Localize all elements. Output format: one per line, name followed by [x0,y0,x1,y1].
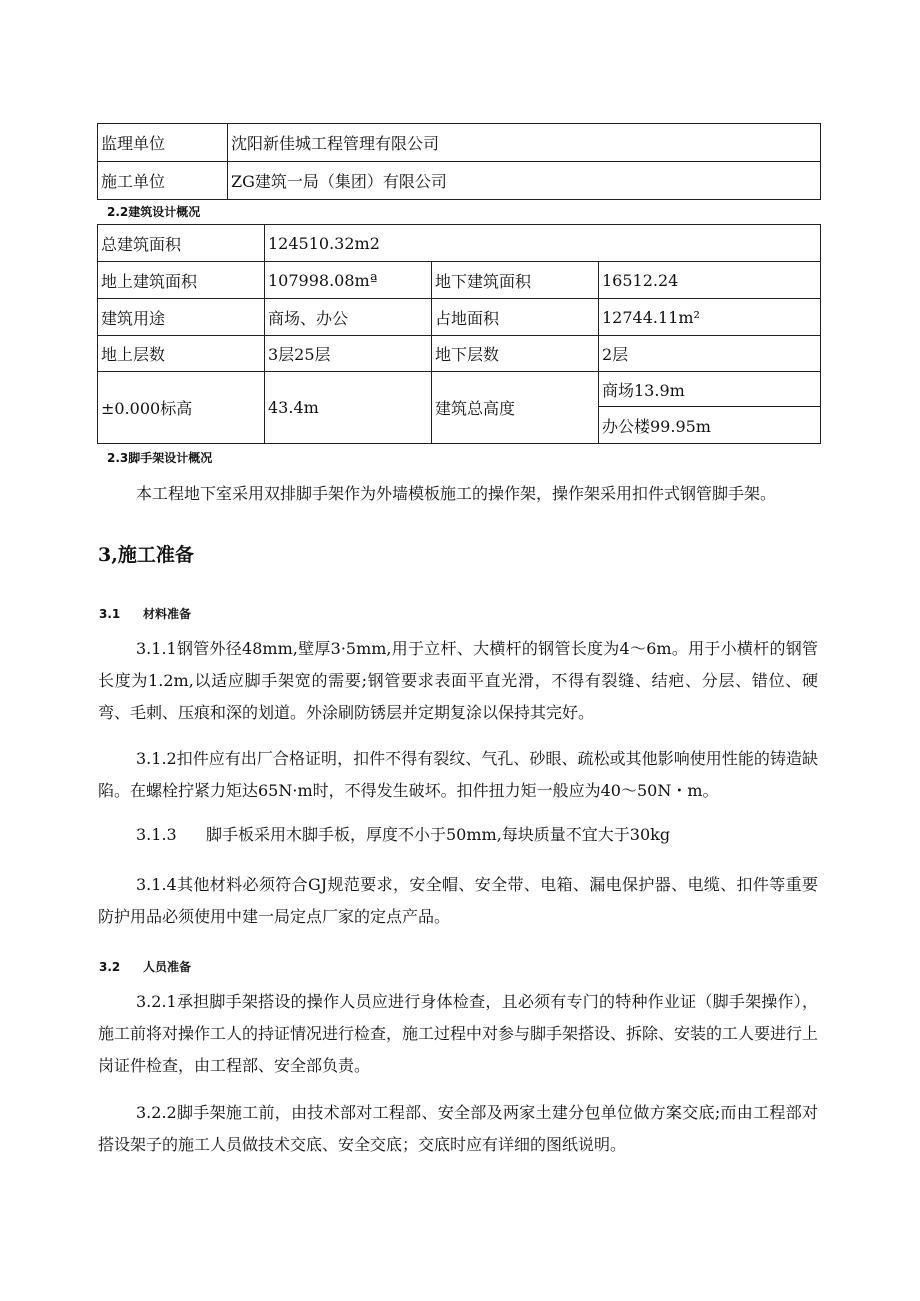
paragraph-3-1-4: 3.1.4其他材料必须符合GJ规范要求，安全帽、安全带、电箱、漏电保护器、电缆、扣件等重要防护用品必须使用中建一局定点厂家的定点产品。 [98,875,818,926]
value-height-office: 办公楼99.95m [599,407,821,444]
section-title-3: 3,施工准备 [98,544,194,566]
table-units [97,123,821,200]
value-footprint: 12744.11m² [599,299,821,336]
table-row [98,372,821,407]
label-supervision: 监理单位 [98,124,228,162]
paragraph-3-1-2: 3.1.2扣件应有出厂合格证明，扣件不得有裂纹、气孔、砂眼、疏松或其他影响使用性能的铸造缺陷。在螺栓拧紧力矩达65N·m时，不得发生破坏。扣件扭力矩一般应为40～50N・m。 [98,749,818,800]
value-below-area: 16512.24 [599,262,821,299]
paragraph-3-2-2: 3.2.2脚手架施工前，由技术部对工程部、安全部及两家土建分包单位做方案交底;而由工程部对搭设架子的施工人员做技术交底、安全交底；交底时应有详细的图纸说明。 [98,1103,818,1154]
subheading-title: 人员准备 [143,960,192,974]
value-contractor: ZG建筑一局（集团）有限公司 [228,162,821,200]
label-elevation: ±0.000标高 [98,372,265,444]
label-contractor: 施工单位 [98,162,228,200]
table-row [98,299,821,336]
heading-2-3: 2.3脚手架设计概况 [107,451,213,465]
label-above-area: 地上建筑面积 [98,262,265,299]
table-row [98,162,821,200]
label-below-area: 地下建筑面积 [432,262,599,299]
value-elevation: 43.4m [265,372,432,444]
value-total-area: 124510.32m2 [265,225,821,262]
paragraph-text: 脚手板采用木脚手板，厚度不小于50mm,每块质量不宜大于30kg [206,825,671,844]
label-footprint: 占地面积 [432,299,599,336]
label-above-floors: 地上层数 [98,336,265,372]
subheading-number: 3.1 [99,607,121,621]
paragraph-3-1-1: 3.1.1钢管外径48mm,壁厚3·5mm,用于立杆、大横杆的钢管长度为4～6m。用于小横杆的钢管长度为1.2m,以适应脚手架宽的需要;钢管要求表面平直光滑，不得有裂缝、结疤、分层、错位、硬弯、毛刺、压痕和深的划道。外涂刷防锈层并定期复涂以保持其完好。 [98,639,818,722]
heading-2-2: 2.2建筑设计概况 [107,205,201,219]
subheading-3-2 [99,958,191,975]
paragraph-3-1-3 [136,819,670,851]
value-use: 商场、办公 [265,299,432,336]
table-row [98,225,821,262]
value-above-floors: 3层25层 [265,336,432,372]
label-use: 建筑用途 [98,299,265,336]
value-above-area: 107998.08mª [265,262,432,299]
table-building-design [97,224,821,444]
paragraph-2-3: 本工程地下室采用双排脚手架作为外墙模板施工的操作架，操作架采用扣件式钢管脚手架。 [136,484,777,503]
table-row [98,124,821,162]
subheading-3-1 [99,605,191,622]
subheading-title: 材料准备 [143,607,192,621]
table-row [98,336,821,372]
subheading-number: 3.2 [99,960,121,974]
table-row [98,262,821,299]
label-total-area: 总建筑面积 [98,225,265,262]
value-supervision: 沈阳新佳城工程管理有限公司 [228,124,821,162]
label-total-height: 建筑总高度 [432,372,599,444]
paragraph-3-2-1: 3.2.1承担脚手架搭设的操作人员应进行身体检查，且必须有专门的特种作业证（脚手架操作），施工前将对操作工人的持证情况进行检查，施工过程中对参与脚手架搭设、拆除、安装的工人要进行上岗证件检查，由工程部、安全部负责。 [98,992,819,1075]
paragraph-number: 3.1.3 [136,825,177,844]
value-below-floors: 2层 [599,336,821,372]
label-below-floors: 地下层数 [432,336,599,372]
value-height-mall: 商场13.9m [599,372,821,407]
